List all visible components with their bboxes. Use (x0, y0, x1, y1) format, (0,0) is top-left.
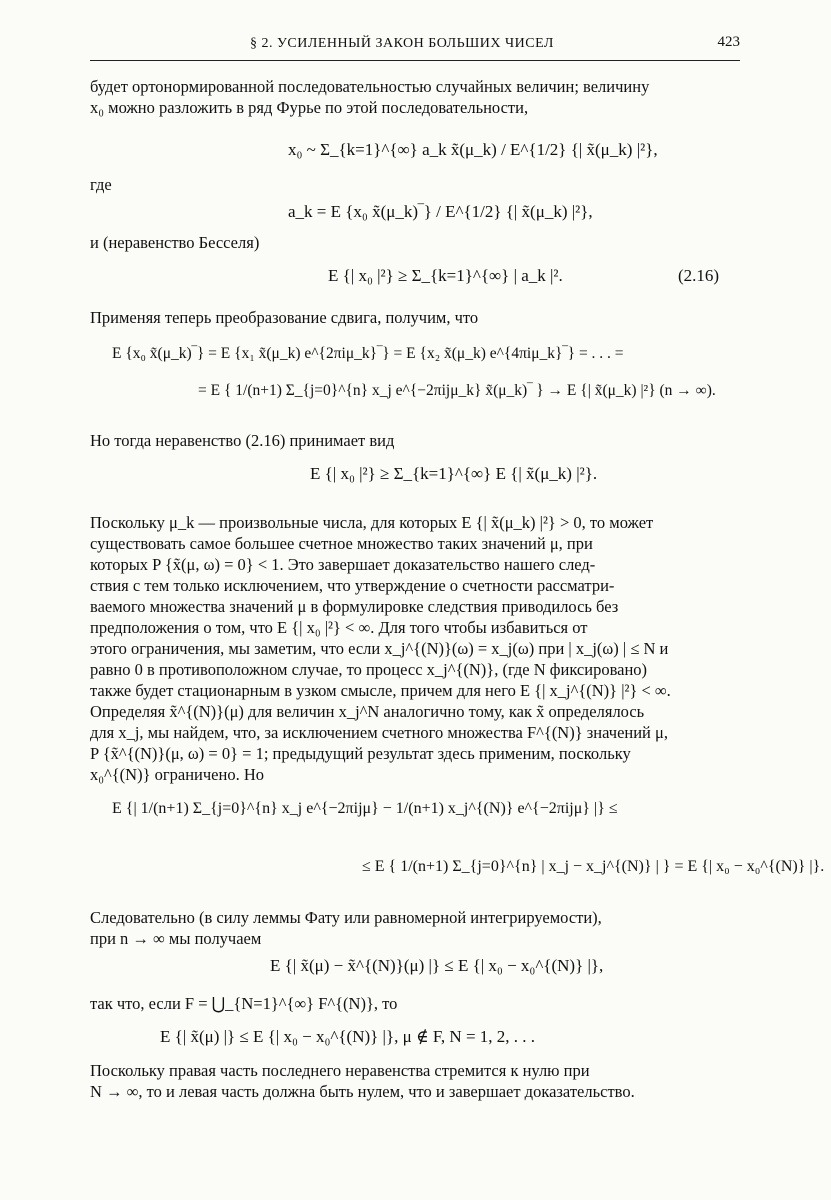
text-line: и (неравенство Бесселя) (90, 233, 260, 252)
text-line: будет ортонормированной последовательностью случайных величин; величину (90, 77, 650, 96)
text-line: Определяя x̃^{(N)}(μ) для величин x_j^N аналогично тому, как x̃ определялось (90, 702, 645, 721)
page-number: 423 (717, 34, 740, 50)
text-line: предположения о том, что E {| x₀ |²} < ∞. Для того чтобы избавиться от (90, 618, 588, 637)
formula-limit: E {| x̃(μ) − x̃^{(N)}(μ) |} ≤ E {| x₀ − x₀^{(N)} |}, (270, 956, 604, 975)
text-line: которых P {x̃(μ, ω) = 0} < 1. Это завершает доказательство нашего след- (90, 555, 596, 574)
formula-estimate-2: ≤ E { 1/(n+1) Σ_{j=0}^{n} | x_j − x_j^{(N)} | } = E {| x₀ − x₀^{(N)} |}. (362, 858, 825, 875)
text-line: x₀ можно разложить в ряд Фурье по этой последовательности, (90, 98, 529, 117)
running-header (90, 34, 740, 61)
text-line: так что, если F = ⋃_{N=1}^{∞} F^{(N)}, то (90, 994, 398, 1013)
formula-fourier-series: x₀ ~ Σ_{k=1}^{∞} a_k x̃(μ_k) / E^{1/2} {| x̃(μ_k) |²}, (288, 140, 658, 159)
text-line: для x_j, мы найдем, что, за исключением счетного множества F^{(N)} значений μ, (90, 723, 668, 742)
text-line: Поскольку μ_k — произвольные числа, для которых E {| x̃(μ_k) |²} > 0, то может (90, 513, 654, 532)
text-line: Следовательно (в силу леммы Фату или равномерной интегрируемости), (90, 908, 602, 927)
section-title: § 2. УСИЛЕННЫЙ ЗАКОН БОЛЬШИХ ЧИСЕЛ (250, 36, 554, 51)
text-line: Но тогда неравенство (2.16) принимает вид (90, 431, 395, 450)
formula-shift-1: E {x₀ x̃(μ_k)‾} = E {x₁ x̃(μ_k) e^{2πiμ_k}‾} = E {x₂ x̃(μ_k) e^{4πiμ_k}‾} = . . . = (112, 345, 624, 362)
text-line: Поскольку правая часть последнего неравенства стремится к нулю при (90, 1061, 590, 1080)
equation-number: (2.16) (678, 266, 720, 285)
text-line: Применяя теперь преобразование сдвига, получим, что (90, 308, 479, 327)
formula-shift-2: = E { 1/(n+1) Σ_{j=0}^{n} x_j e^{−2πijμ_k} x̃(μ_k)‾ } → E {| x̃(μ_k) |²} (n → ∞). (198, 382, 716, 399)
formula-estimate-1: E {| 1/(n+1) Σ_{j=0}^{n} x_j e^{−2πijμ} − 1/(n+1) x_j^{(N)} e^{−2πijμ} |} ≤ (112, 800, 618, 817)
text-line: также будет стационарным в узком смысле, причем для него E {| x_j^{(N)} |²} < ∞. (90, 681, 671, 700)
text-line: этого ограничения, мы заметим, что если x_j^{(N)}(ω) = x_j(ω) при | x_j(ω) | ≤ N и (90, 639, 669, 658)
text-line: ваемого множества значений μ в формулировке следствия приводилось без (90, 597, 619, 616)
text-line: при n → ∞ мы получаем (90, 929, 262, 948)
text-line: где (90, 175, 112, 194)
text-line: существовать самое большее счетное множество таких значений μ, при (90, 534, 593, 553)
formula-final: E {| x̃(μ) |} ≤ E {| x₀ − x₀^{(N)} |}, μ ∉ F, N = 1, 2, . . . (160, 1027, 536, 1046)
text-line: равно 0 в противоположном случае, то процесс x_j^{(N)}, (где N фиксировано) (90, 660, 648, 679)
text-line: x₀^{(N)} ограничено. Но (90, 765, 264, 784)
text-line: ствия с тем только исключением, что утверждение о счетности рассматри- (90, 576, 615, 595)
formula-coefficient: a_k = E {x₀ x̃(μ_k)‾} / E^{1/2} {| x̃(μ_k) |²}, (288, 202, 593, 221)
text-line: P {x̃^{(N)}(μ, ω) = 0} = 1; предыдущий результат здесь применим, поскольку (90, 744, 631, 763)
text-line: N → ∞, то и левая часть должна быть нулем, что и завершает доказательство. (90, 1082, 635, 1101)
formula-inequality: E {| x₀ |²} ≥ Σ_{k=1}^{∞} E {| x̃(μ_k) |²}. (310, 464, 598, 483)
formula-bessel: E {| x₀ |²} ≥ Σ_{k=1}^{∞} | a_k |². (328, 266, 563, 285)
